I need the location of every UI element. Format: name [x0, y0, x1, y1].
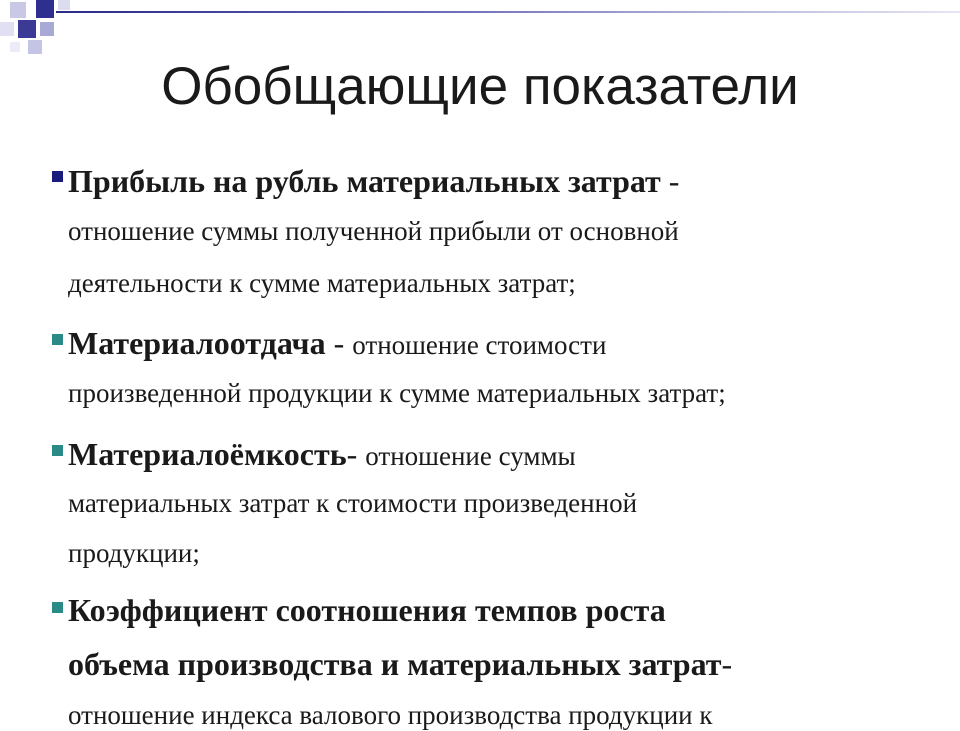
bullet-square — [52, 334, 63, 345]
bullet-square — [52, 445, 63, 456]
separator: - — [346, 436, 366, 472]
term-label: Коэффициент соотношения темпов роста — [68, 592, 666, 628]
description-inline: отношение стоимости — [352, 330, 607, 360]
separator: - — [660, 163, 680, 199]
slide-title: Обобщающие показатели — [161, 57, 799, 116]
term-label: Материалоёмкость — [68, 436, 347, 472]
description-inline: отношение суммы — [365, 441, 576, 471]
description-line: произведенной продукции к сумме материальных затрат; — [68, 378, 726, 408]
list-item-line — [68, 325, 606, 362]
bullet-square — [52, 602, 63, 613]
list-item-line — [68, 646, 732, 683]
term-label: Прибыль на рубль материальных затрат — [68, 163, 661, 199]
list-item-line — [68, 592, 666, 629]
list-item-line — [68, 436, 576, 473]
term-label: объема производства и материальных затрат — [68, 646, 722, 682]
separator: - — [721, 646, 733, 682]
description-line: материальных затрат к стоимости произведенной — [68, 488, 638, 518]
term-label: Материалоотдача — [68, 325, 326, 361]
separator: - — [325, 325, 353, 361]
description-line: отношение индекса валового производства продукции к — [68, 700, 713, 730]
description-line: отношение суммы полученной прибыли от основной — [68, 216, 679, 246]
bullet-square — [52, 171, 63, 182]
list-item-line — [68, 163, 679, 200]
description-line: продукции; — [68, 538, 200, 568]
description-line: деятельности к сумме материальных затрат; — [68, 268, 576, 298]
